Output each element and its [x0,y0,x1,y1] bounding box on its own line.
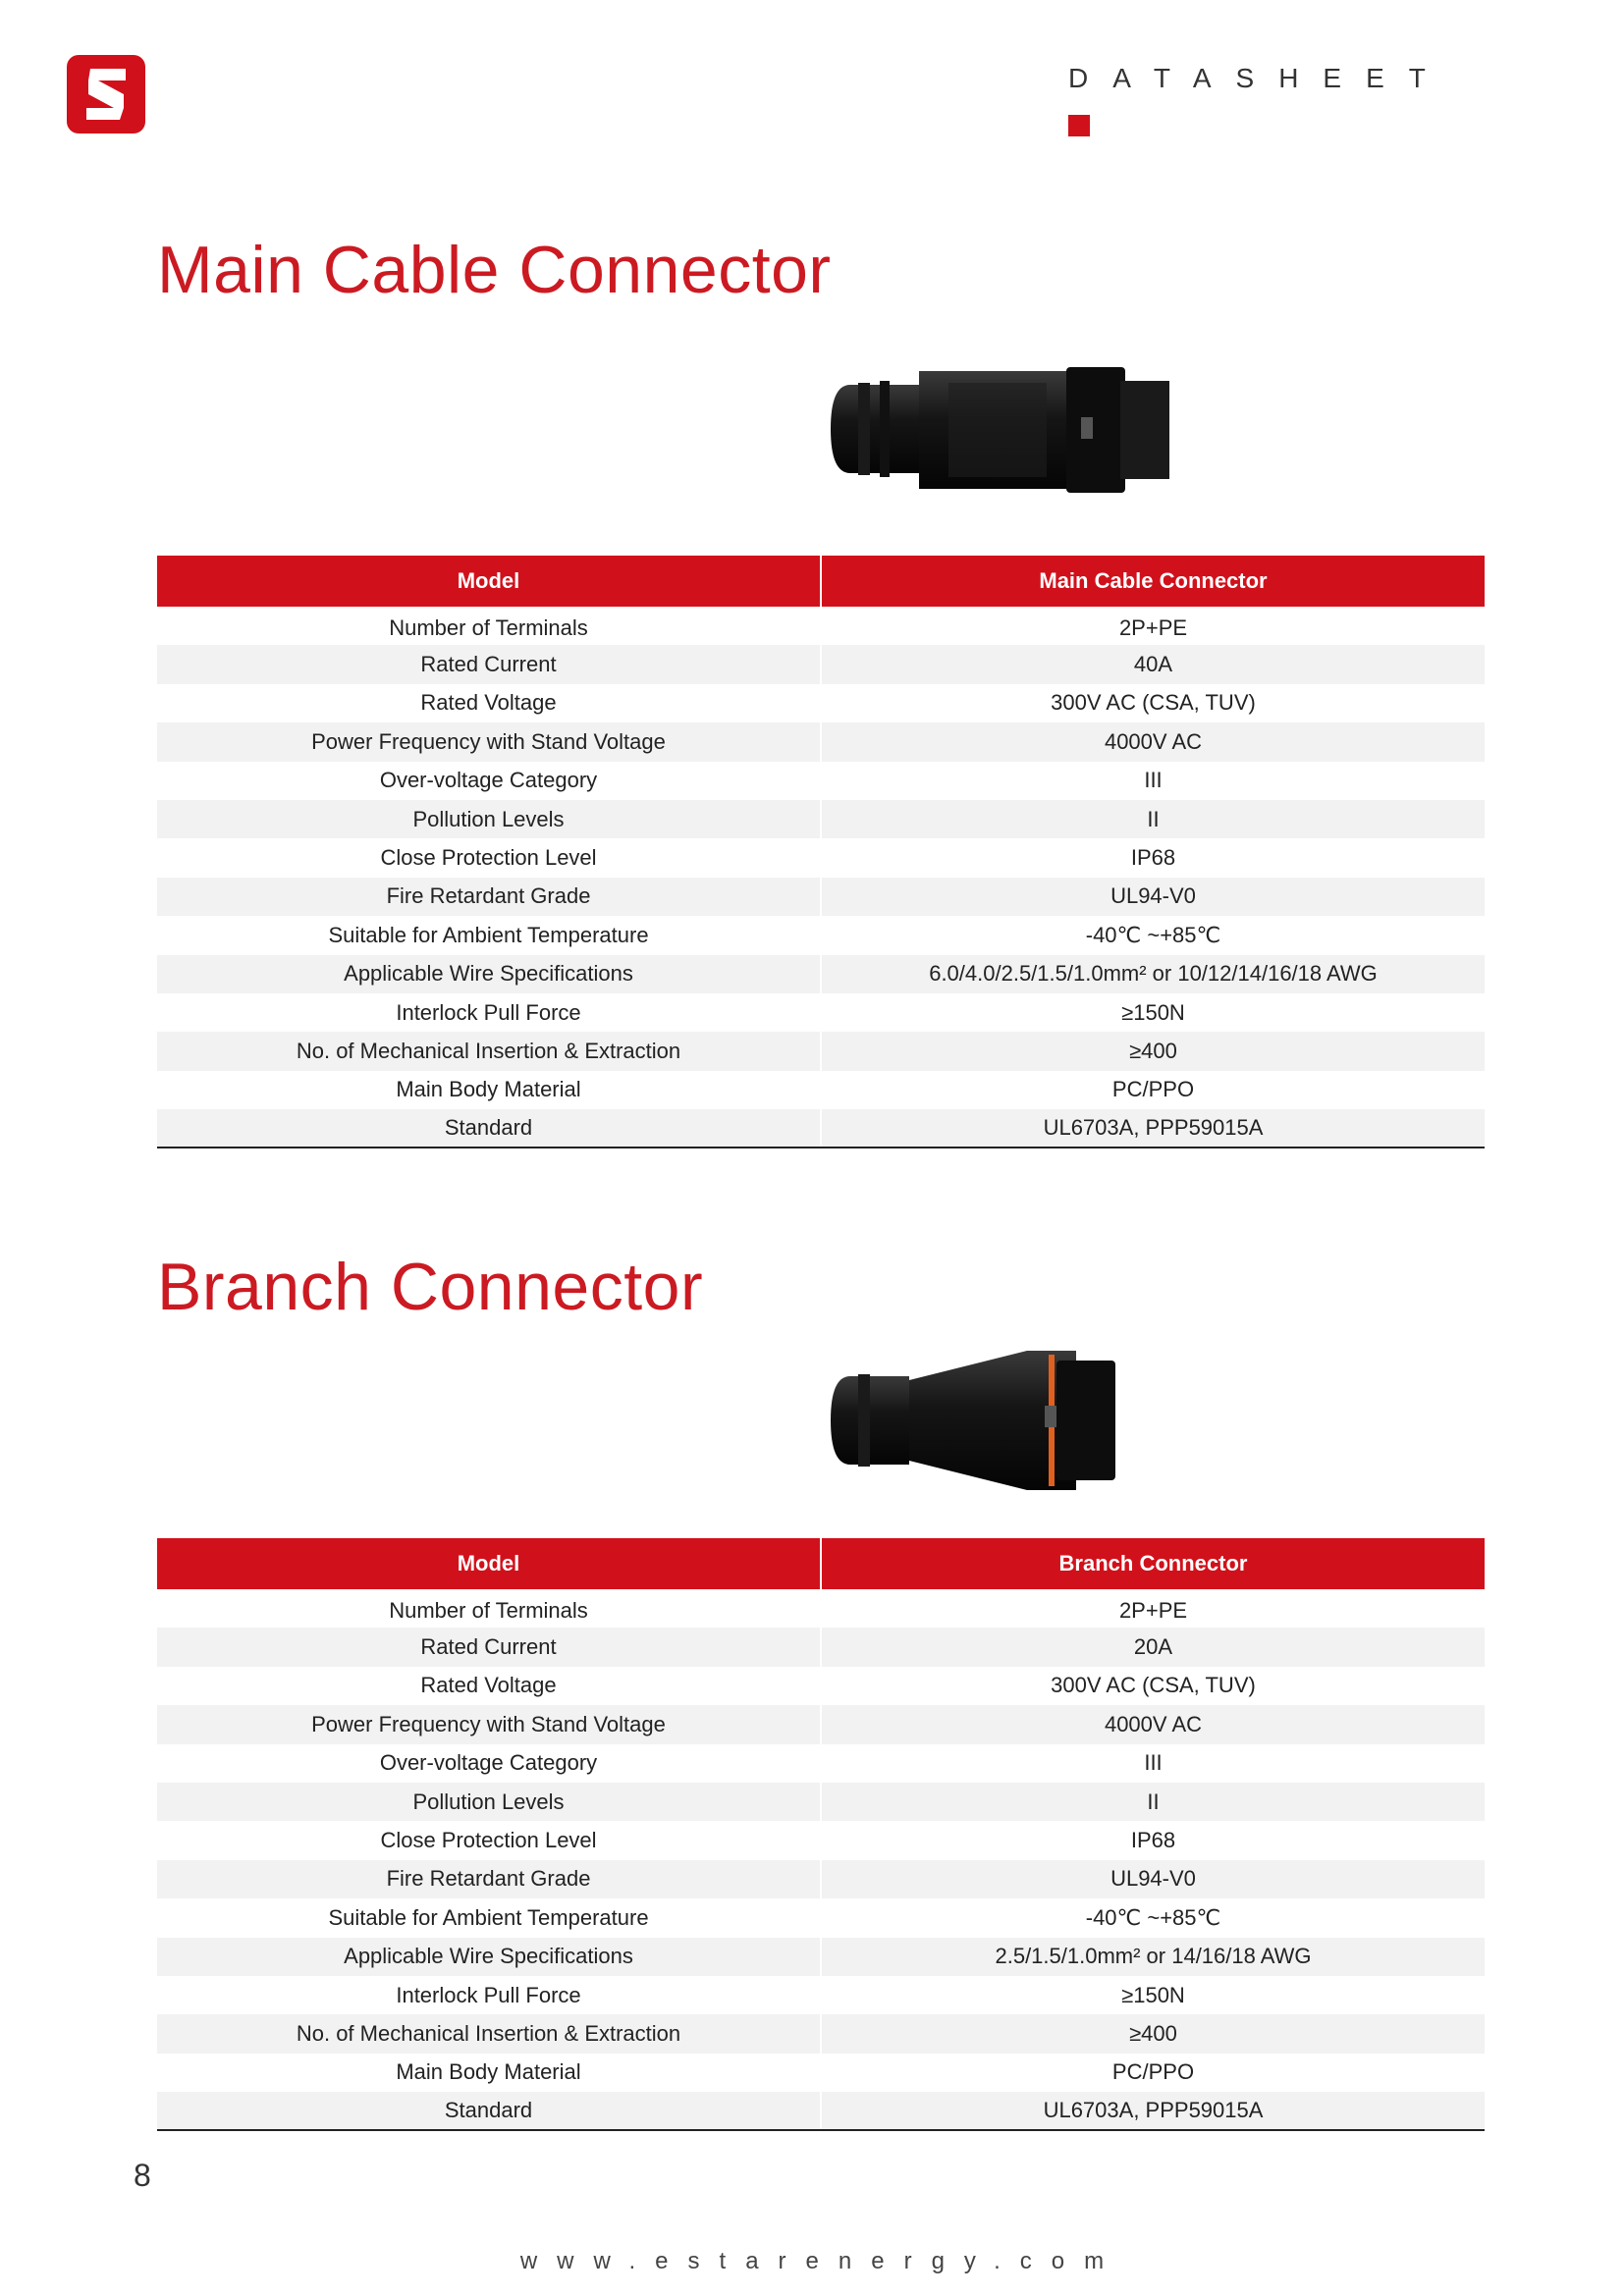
table-row [157,1589,1485,1628]
spec-value: ≥150N [1121,1982,1185,2007]
table-row [157,993,1485,1032]
spec-value: II [821,1783,1485,1821]
spec-label: Close Protection Level [157,838,821,877]
table-header-model: Model [157,556,821,607]
spec-value: 300V AC (CSA, TUV) [1051,690,1256,716]
table-row [157,1898,1485,1937]
spec-label: Suitable for Ambient Temperature [157,916,821,954]
spec-value: 300V AC (CSA, TUV) [1051,1673,1256,1698]
spec-value: -40℃ ~+85℃ [1085,1904,1221,1930]
spec-table-branch [157,1538,1485,2131]
spec-label: No. of Mechanical Insertion & Extraction [157,2014,821,2053]
spec-label: Rated Current [157,1628,821,1666]
estar-logo-icon [67,55,145,133]
spec-value: IP68 [1130,845,1176,871]
spec-value: 2P+PE [1118,1597,1188,1623]
spec-label: Over-voltage Category [157,1744,821,1783]
spec-value: 2.5/1.5/1.0mm² or 14/16/18 AWG [821,1938,1485,1976]
table-header-model: Model [157,1538,821,1589]
spec-value: 4000V AC [821,722,1485,761]
table-header-product: Main Cable Connector [821,556,1485,607]
spec-label: Fire Retardant Grade [157,1860,821,1898]
main-cable-connector-image [831,363,1184,496]
spec-value: UL94-V0 [821,1860,1485,1898]
spec-label: Power Frequency with Stand Voltage [157,722,821,761]
spec-value: UL6703A, PPP59015A [821,2092,1485,2130]
table-row [157,2014,1485,2053]
table-header-row [157,1538,1485,1589]
website-url: www.estarenergy.com [519,2248,1124,2274]
table-row [157,1032,1485,1070]
spec-value: 40A [821,645,1485,683]
table-row [157,916,1485,954]
table-row [157,645,1485,683]
spec-value: ≥150N [1121,999,1185,1025]
spec-label: Applicable Wire Specifications [157,1938,821,1976]
spec-label: Main Body Material [157,2054,821,2092]
spec-label: Interlock Pull Force [157,1976,821,2014]
table-row [157,955,1485,993]
spec-label: Rated Current [157,645,821,683]
spec-value: PC/PPO [1111,1077,1195,1102]
table-header-row [157,556,1485,607]
spec-label: Pollution Levels [157,800,821,838]
table-row [157,1938,1485,1976]
section-title-main-cable: Main Cable Connector [157,233,832,307]
table-row [157,1744,1485,1783]
table-row [157,2092,1485,2130]
spec-value: III [1144,1750,1163,1776]
datasheet-accent-square [1068,115,1090,136]
spec-label: Suitable for Ambient Temperature [157,1898,821,1937]
spec-label: Over-voltage Category [157,762,821,800]
table-row [157,878,1485,916]
spec-label: Power Frequency with Stand Voltage [157,1705,821,1743]
spec-value: PC/PPO [1111,2059,1195,2085]
spec-value: ≥400 [821,1032,1485,1070]
table-row [157,1976,1485,2014]
table-row [157,1860,1485,1898]
datasheet-label: DATASHEET [1068,63,1450,93]
table-row [157,762,1485,800]
spec-label: Rated Voltage [157,1667,821,1705]
table-row [157,800,1485,838]
table-row [157,1667,1485,1705]
spec-label: Standard [157,1109,821,1148]
page-number: 8 [134,2158,151,2193]
spec-value: -40℃ ~+85℃ [1085,922,1221,947]
table-row [157,1071,1485,1109]
spec-value: 20A [821,1628,1485,1666]
spec-label: Number of Terminals [157,607,821,645]
table-row [157,1628,1485,1666]
spec-value: 2P+PE [1118,614,1188,640]
spec-label: Fire Retardant Grade [157,878,821,916]
spec-value: UL94-V0 [821,878,1485,916]
table-row [157,838,1485,877]
spec-table-main-cable [157,556,1485,1148]
spec-value: II [821,800,1485,838]
table-row [157,684,1485,722]
spec-value: 6.0/4.0/2.5/1.5/1.0mm² or 10/12/14/16/18 AWG [821,955,1485,993]
table-row [157,1109,1485,1148]
spec-label: Applicable Wire Specifications [157,955,821,993]
table-row [157,1705,1485,1743]
spec-value: ≥400 [821,2014,1485,2053]
table-row [157,607,1485,645]
spec-label: No. of Mechanical Insertion & Extraction [157,1032,821,1070]
spec-value: III [1144,768,1163,793]
table-row [157,722,1485,761]
table-row [157,2054,1485,2092]
spec-label: Number of Terminals [157,1589,821,1628]
spec-label: Close Protection Level [157,1821,821,1859]
spec-value: IP68 [1130,1828,1176,1853]
spec-label: Interlock Pull Force [157,993,821,1032]
branch-connector-image [831,1347,1155,1494]
spec-label: Standard [157,2092,821,2130]
spec-label: Rated Voltage [157,684,821,722]
table-header-product: Branch Connector [821,1538,1485,1589]
spec-label: Pollution Levels [157,1783,821,1821]
section-title-branch: Branch Connector [157,1250,704,1324]
spec-value: 4000V AC [821,1705,1485,1743]
table-row [157,1783,1485,1821]
spec-label: Main Body Material [157,1071,821,1109]
table-row [157,1821,1485,1859]
spec-value: UL6703A, PPP59015A [821,1109,1485,1148]
